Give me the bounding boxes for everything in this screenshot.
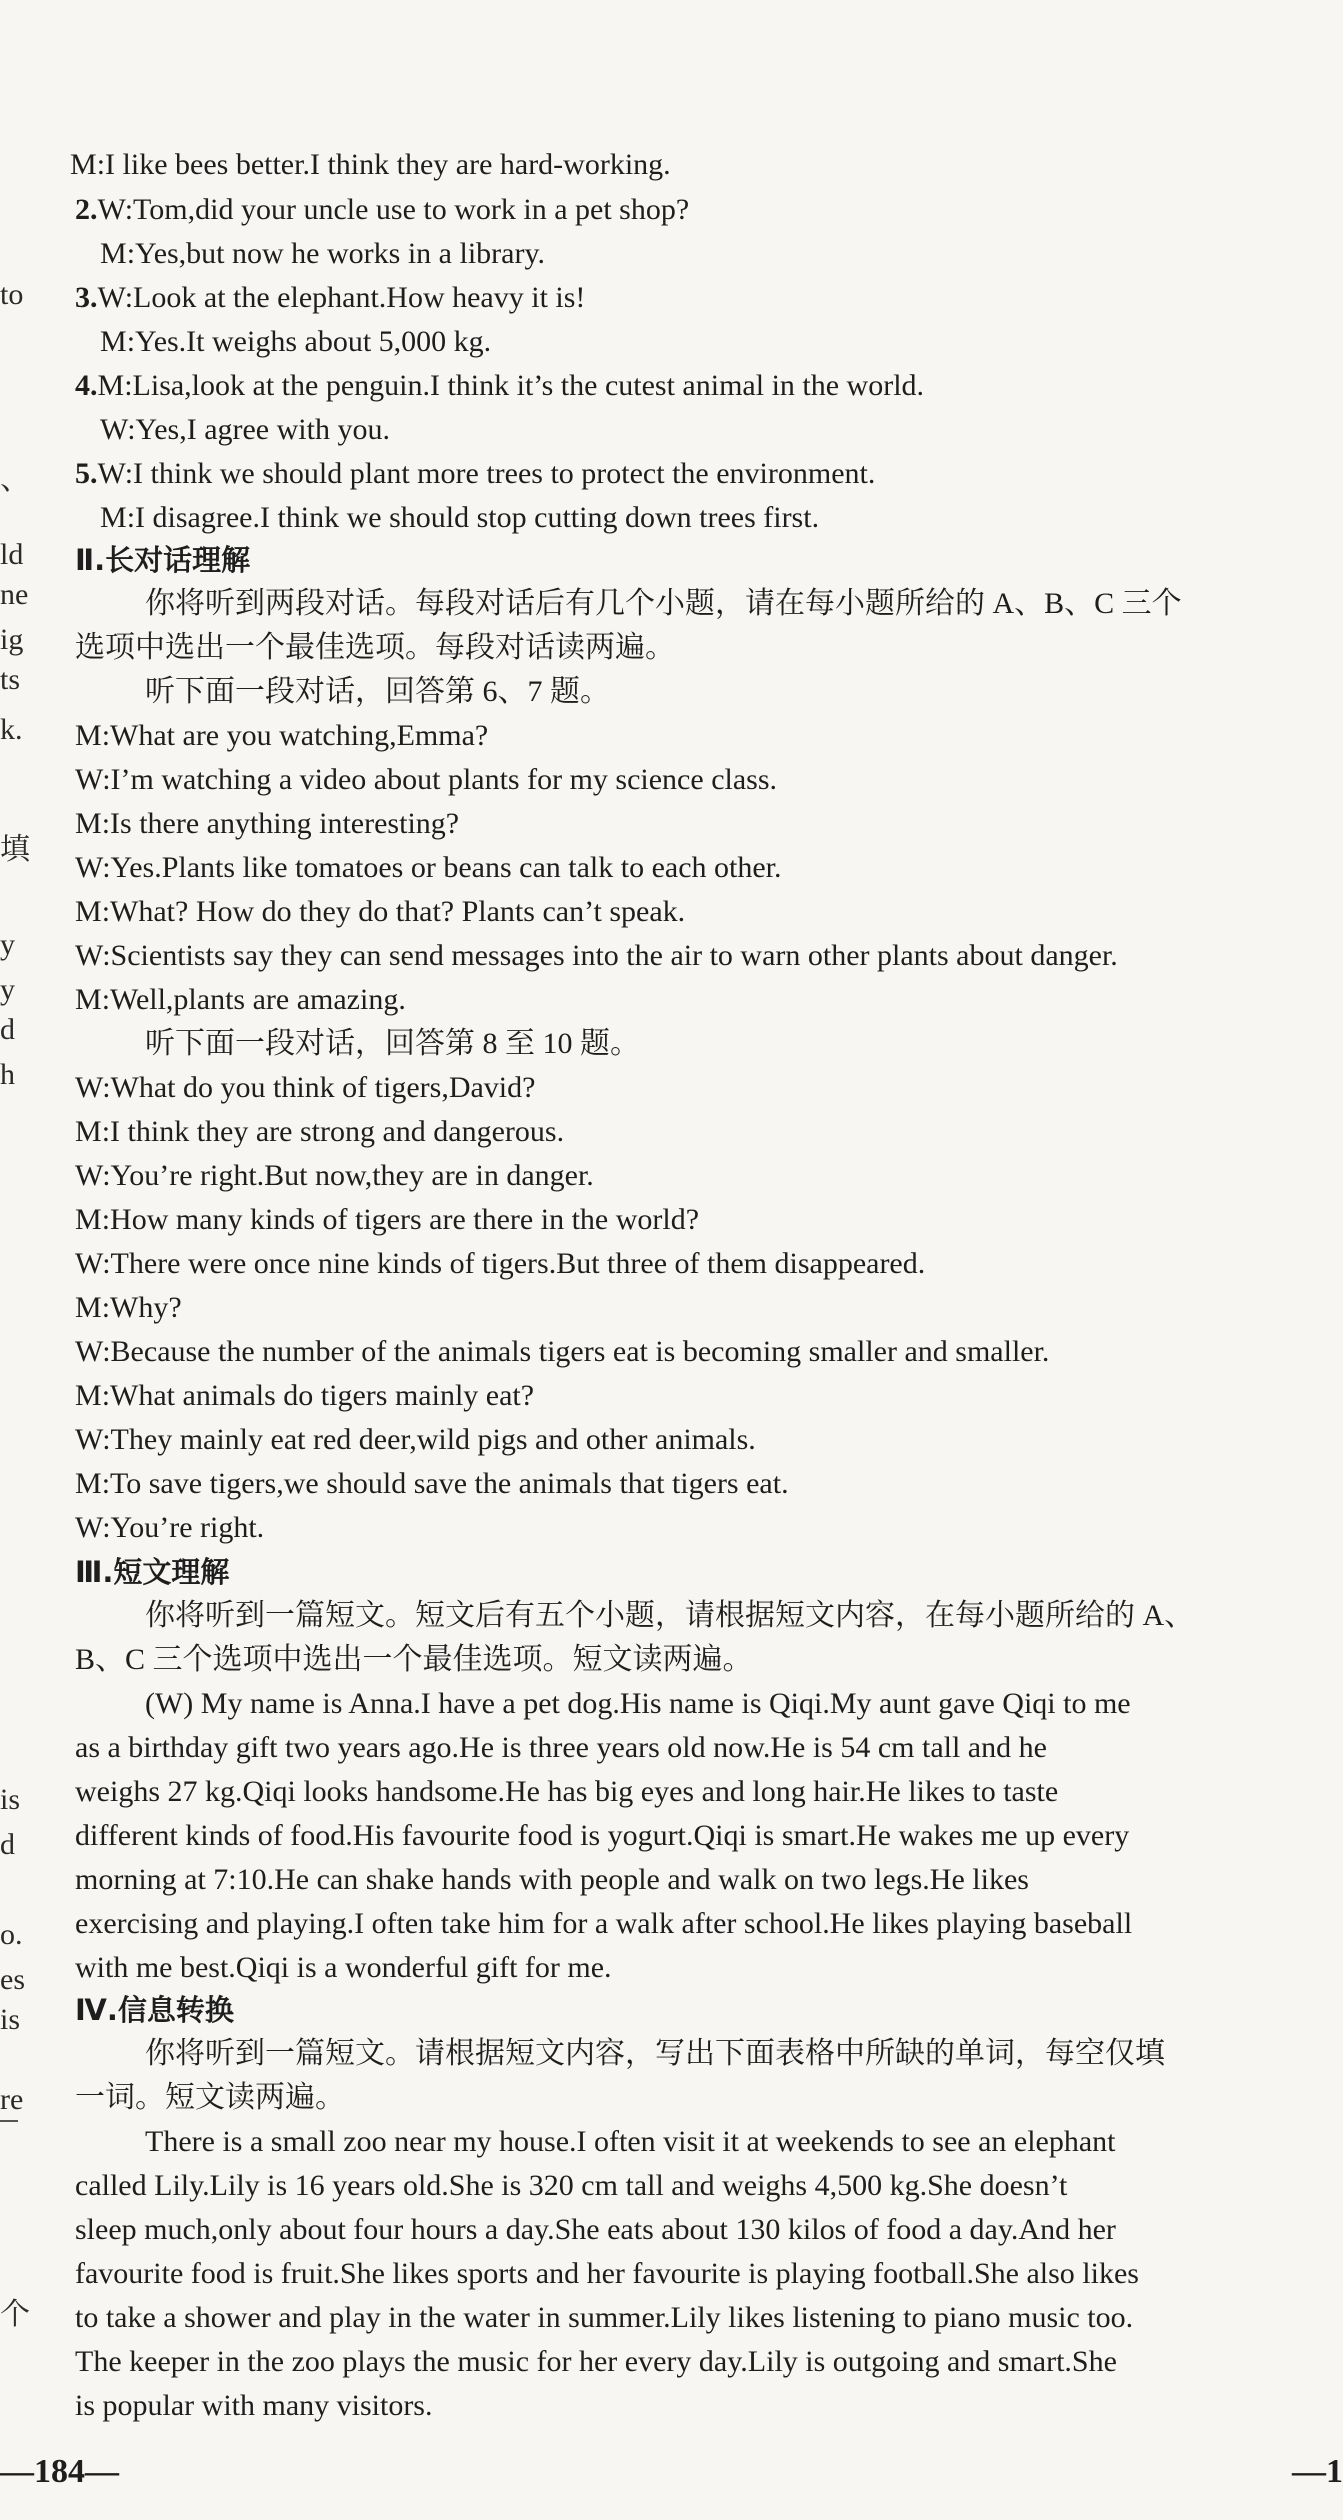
dialogue-line: M:Yes,but now he works in a library.: [100, 237, 545, 270]
dialogue-line: M:Is there anything interesting?: [75, 807, 460, 840]
instruction-text: B、C 三个选项中选出一个最佳选项。短文读两遍。: [75, 1643, 753, 1676]
margin-fragment: 填: [0, 833, 30, 866]
passage-line: exercising and playing.I often take him for a walk after school.He likes playing baseball: [75, 1907, 1133, 1940]
section-heading: Ⅳ.信息转换: [75, 1993, 234, 2027]
instruction-text: 你将听到一篇短文。短文后有五个小题，请根据短文内容，在每小题所给的 A、: [145, 1599, 1195, 1632]
margin-fragment: ig: [0, 623, 24, 656]
dialogue-line: W:Yes,I agree with you.: [100, 413, 390, 446]
dialogue-line: M:I like bees better.I think they are hard-working.: [70, 148, 671, 181]
passage-line: (W) My name is Anna.I have a pet dog.His name is Qiqi.My aunt gave Qiqi to me: [145, 1687, 1131, 1720]
dialogue-line: M:Well,plants are amazing.: [75, 983, 406, 1016]
passage-line: sleep much,only about four hours a day.She eats about 130 kilos of food a day.And her: [75, 2213, 1116, 2246]
margin-fragment: k.: [0, 713, 23, 746]
margin-fragment: d: [0, 1013, 15, 1046]
dialogue-intro: 听下面一段对话，回答第 6、7 题。: [145, 675, 610, 708]
passage-line: to take a shower and play in the water in summer.Lily likes listening to piano music too.: [75, 2301, 1134, 2334]
dialogue-line: M:How many kinds of tigers are there in the world?: [75, 1203, 700, 1236]
instruction-text: 一词。短文读两遍。: [75, 2081, 345, 2114]
section-heading: Ⅲ.短文理解: [75, 1555, 230, 1589]
dialogue-line: W:You’re right.: [75, 1511, 265, 1544]
dialogue-line: M:What? How do they do that? Plants can’t speak.: [75, 895, 686, 928]
margin-fragment: d: [0, 1828, 15, 1861]
margin-fragment: es: [0, 1963, 25, 1996]
margin-fragment: ne: [0, 578, 29, 611]
dialogue-line: W:Yes.Plants like tomatoes or beans can talk to each other.: [75, 851, 782, 884]
margin-fragment: to: [0, 278, 24, 311]
page-number: —184—: [0, 2453, 119, 2490]
passage-line: is popular with many visitors.: [75, 2389, 433, 2422]
dialogue-line: W:They mainly eat red deer,wild pigs and other animals.: [75, 1423, 756, 1456]
margin-fragment: y: [0, 973, 15, 1006]
passage-line: called Lily.Lily is 16 years old.She is 320 cm tall and weighs 4,500 kg.She doesn’t: [75, 2169, 1068, 2202]
dialogue-intro: 听下面一段对话，回答第 8 至 10 题。: [145, 1027, 640, 1060]
margin-rule: [0, 2120, 18, 2122]
dialogue-line: M:I disagree.I think we should stop cutting down trees first.: [100, 501, 820, 534]
margin-fragment: is: [0, 1783, 21, 1816]
dialogue-line: M:I think they are strong and dangerous.: [75, 1115, 565, 1148]
instruction-text: 你将听到两段对话。每段对话后有几个小题，请在每小题所给的 A、B、C 三个: [145, 587, 1182, 620]
margin-fragment: 个: [0, 2298, 30, 2331]
passage-line: with me best.Qiqi is a wonderful gift for me.: [75, 1951, 612, 1984]
instruction-text: 选项中选出一个最佳选项。每段对话读两遍。: [75, 631, 675, 664]
margin-fragment: re: [0, 2083, 24, 2116]
instruction-text: 你将听到一篇短文。请根据短文内容，写出下面表格中所缺的单词，每空仅填: [145, 2037, 1165, 2070]
dialogue-line: M:Yes.It weighs about 5,000 kg.: [100, 325, 492, 358]
dialogue-line: M:To save tigers,we should save the animals that tigers eat.: [75, 1467, 789, 1500]
dialogue-line: M:What animals do tigers mainly eat?: [75, 1379, 535, 1412]
dialogue-line: 4.M:Lisa,look at the penguin.I think it’s the cutest animal in the world.: [75, 369, 925, 402]
margin-fragment: ld: [0, 538, 24, 571]
passage-line: favourite food is fruit.She likes sports and her favourite is playing football.She also likes: [75, 2257, 1139, 2290]
passage-line: morning at 7:10.He can shake hands with people and walk on two legs.He likes: [75, 1863, 1029, 1896]
dialogue-line: W:You’re right.But now,they are in danger.: [75, 1159, 594, 1192]
margin-fragment: is: [0, 2003, 21, 2036]
section-heading: Ⅱ.长对话理解: [75, 543, 251, 577]
dialogue-line: W:Scientists say they can send messages into the air to warn other plants about danger.: [75, 939, 1118, 972]
dialogue-line: 5.W:I think we should plant more trees to protect the environment.: [75, 457, 876, 490]
dialogue-line: 2.W:Tom,did your uncle use to work in a pet shop?: [75, 193, 690, 226]
dialogue-line: 3.W:Look at the elephant.How heavy it is!: [75, 281, 586, 314]
passage-line: different kinds of food.His favourite food is yogurt.Qiqi is smart.He wakes me up every: [75, 1819, 1130, 1852]
passage-line: There is a small zoo near my house.I often visit it at weekends to see an elephant: [145, 2125, 1116, 2158]
dialogue-line: W:What do you think of tigers,David?: [75, 1071, 536, 1104]
margin-fragment: h: [0, 1058, 15, 1091]
passage-line: The keeper in the zoo plays the music for her every day.Lily is outgoing and smart.She: [75, 2345, 1117, 2378]
margin-fragment: y: [0, 928, 15, 961]
page-number-next: —1: [1292, 2453, 1343, 2490]
passage-line: weighs 27 kg.Qiqi looks handsome.He has big eyes and long hair.He likes to taste: [75, 1775, 1059, 1808]
margin-fragment: o.: [0, 1918, 23, 1951]
margin-fragment: 、: [0, 463, 30, 496]
dialogue-line: W:Because the number of the animals tigers eat is becoming smaller and smaller.: [75, 1335, 1050, 1368]
dialogue-line: W:I’m watching a video about plants for my science class.: [75, 763, 778, 796]
passage-line: as a birthday gift two years ago.He is three years old now.He is 54 cm tall and he: [75, 1731, 1047, 1764]
dialogue-line: M:What are you watching,Emma?: [75, 719, 489, 752]
margin-fragment: ts: [0, 663, 21, 696]
dialogue-line: W:There were once nine kinds of tigers.But three of them disappeared.: [75, 1247, 926, 1280]
dialogue-line: M:Why?: [75, 1291, 182, 1324]
